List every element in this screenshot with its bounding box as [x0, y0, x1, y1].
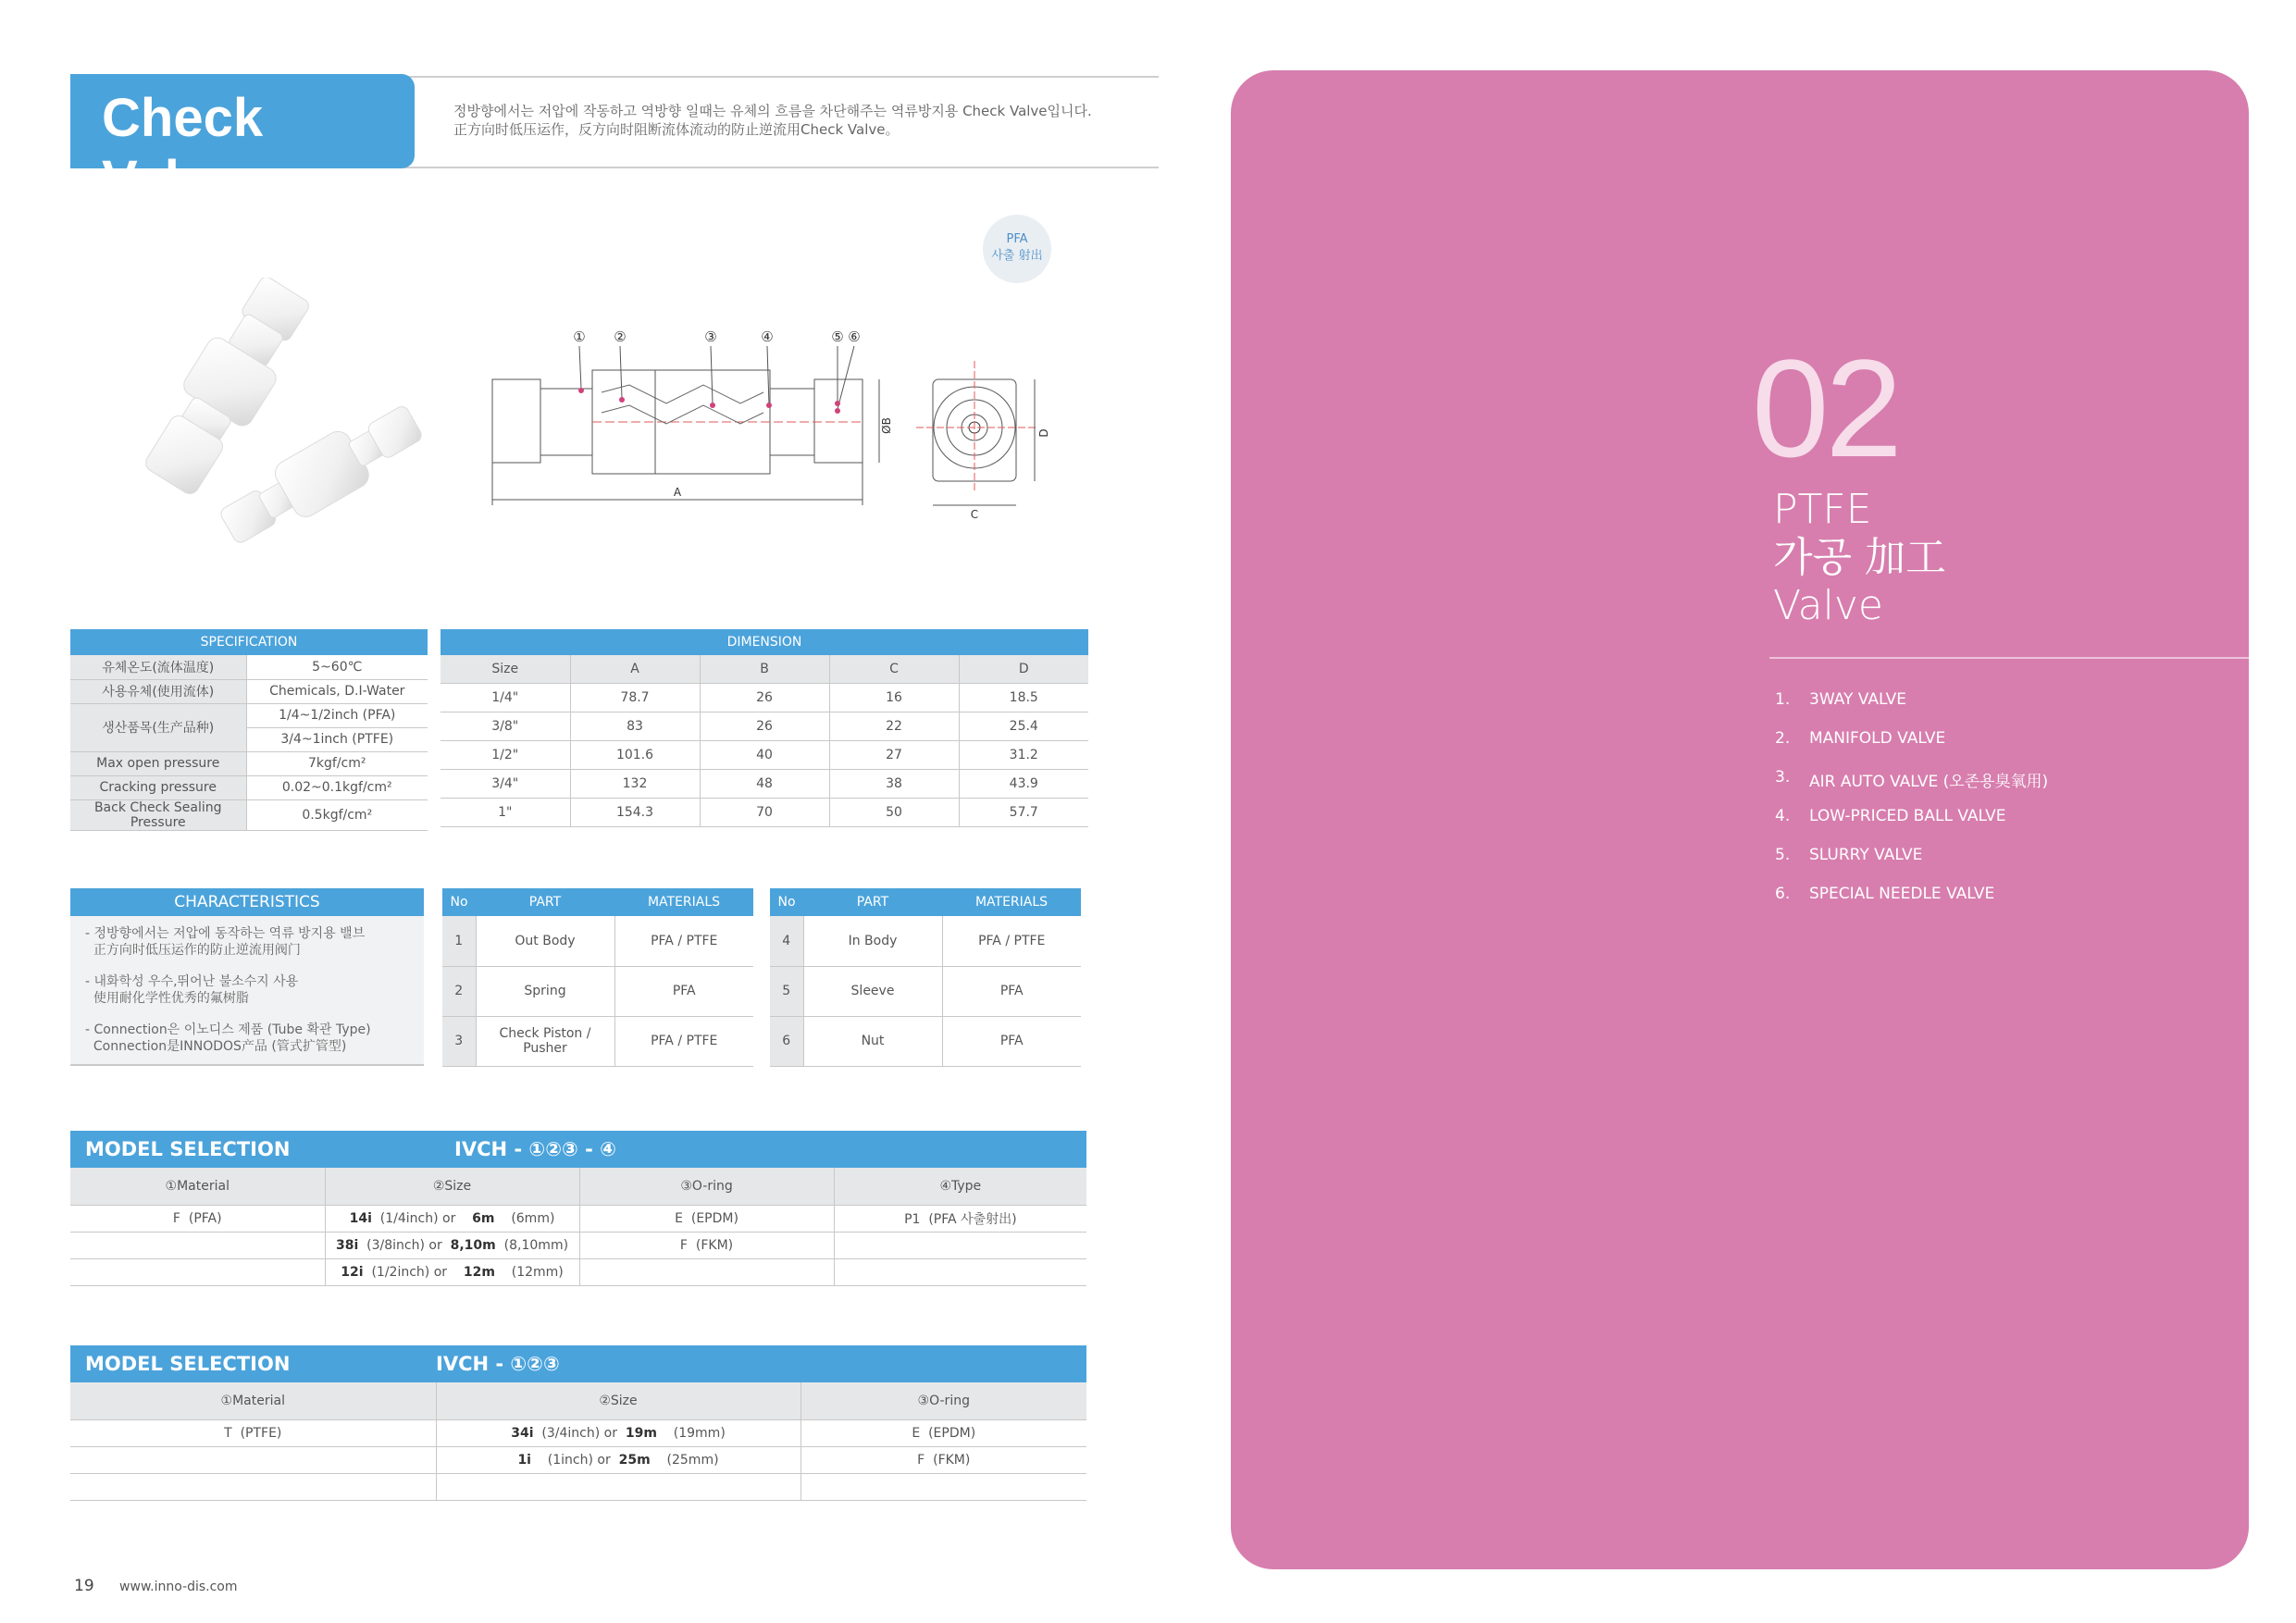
- dim-cell: 50: [829, 798, 959, 826]
- model-code-desc: (12mm): [511, 1264, 564, 1280]
- model-header: ③O-ring: [579, 1168, 834, 1205]
- model-code-value: 1i: [517, 1452, 531, 1468]
- part-no: 5: [770, 966, 803, 1016]
- characteristic-cn: 使用耐化学性优秀的氟树脂: [93, 991, 249, 1006]
- model-code-value: F: [172, 1210, 180, 1226]
- model-code-value: P1: [904, 1211, 921, 1227]
- table-row: [70, 1205, 1086, 1232]
- list-item-label: SLURRY VALVE: [1809, 846, 1923, 864]
- model-code: IVCH - ①②③ - ④: [447, 1131, 1086, 1168]
- dim-cell: 26: [700, 683, 829, 712]
- model-header: ②Size: [436, 1382, 800, 1419]
- table-row: [441, 740, 1088, 769]
- dim-cell: 1": [441, 798, 570, 826]
- technical-drawing: [481, 324, 1074, 523]
- part-material: PFA: [942, 966, 1081, 1016]
- dim-cell: 101.6: [570, 740, 700, 769]
- model-code-desc: (3/4inch) or: [541, 1425, 617, 1441]
- title-banner: [70, 74, 415, 210]
- model-code-value: 38i: [335, 1237, 359, 1253]
- model-code-value: F: [917, 1452, 925, 1468]
- model-code-value: 34i: [511, 1425, 534, 1441]
- spec-label: 유체온도(流体温度): [70, 655, 246, 679]
- part-material: PFA / PTFE: [614, 916, 753, 966]
- model-code-desc: (FKM): [933, 1452, 971, 1468]
- model-code-desc: (3/8inch) or: [366, 1237, 442, 1253]
- model-code-value: 12i: [341, 1264, 364, 1280]
- model-code-desc: (6mm): [511, 1210, 555, 1226]
- list-item-label: 3WAY VALVE: [1809, 690, 1906, 709]
- model-selection-title: MODEL SELECTION: [70, 1345, 436, 1382]
- dim-cell: 31.2: [959, 740, 1088, 769]
- dim-cell: 154.3: [570, 798, 700, 826]
- model-header: ①Material: [70, 1382, 436, 1419]
- model-code-value: T: [224, 1425, 232, 1441]
- spec-value: 0.02~0.1kgf/cm²: [246, 775, 428, 799]
- list-item-number: 5.: [1775, 846, 1791, 864]
- list-item[interactable]: [1775, 768, 2048, 807]
- model-code-desc: (8,10mm): [503, 1237, 569, 1253]
- list-item[interactable]: [1775, 807, 2048, 846]
- dim-cell: 16: [829, 683, 959, 712]
- spec-label: Back Check Sealing Pressure: [70, 799, 246, 830]
- parts-table-left: [442, 888, 753, 1067]
- dim-header: C: [829, 655, 959, 683]
- model-code-desc: (19mm): [673, 1425, 726, 1441]
- specification-table: [70, 629, 428, 831]
- table-row: [442, 966, 753, 1016]
- model-code: IVCH - ①②③: [436, 1345, 1086, 1382]
- dim-label-b: ØB: [880, 417, 893, 434]
- spec-value: Chemicals, D.I-Water: [246, 679, 428, 703]
- model-code-value: 12m: [463, 1264, 495, 1280]
- model-header: ②Size: [325, 1168, 579, 1205]
- section-title-line: Valve: [1773, 582, 1883, 629]
- model-code-desc: (PTFE): [240, 1425, 282, 1441]
- model-code-desc: (25mm): [666, 1452, 719, 1468]
- dim-cell: 70: [700, 798, 829, 826]
- spec-value: 7kgf/cm²: [246, 751, 428, 775]
- footer: [74, 1577, 238, 1595]
- dim-cell: 40: [700, 740, 829, 769]
- spec-title: SPECIFICATION: [70, 629, 428, 655]
- spec-label: 생산품목(生产品种): [70, 703, 246, 751]
- parts-table-right: [770, 888, 1081, 1067]
- characteristic-cn: Connection是INNODOS产品 (管式扩管型): [93, 1039, 347, 1054]
- table-row: [441, 683, 1088, 712]
- intro-kr: 정방향에서는 저압에 작동하고 역방향 일때는 유체의 흐름을 차단해주는 역류방지용 Check Valve입니다.: [453, 103, 1092, 119]
- list-item-number: 2.: [1775, 729, 1791, 748]
- dim-label-d: D: [1037, 428, 1050, 438]
- section-divider: [1769, 657, 2249, 659]
- list-item-label: LOW-PRICED BALL VALVE: [1809, 807, 2006, 825]
- section-panel: [1231, 70, 2249, 1569]
- section-title-line: PTFE: [1773, 486, 1872, 533]
- balloon-1: ①: [573, 328, 586, 345]
- characteristic-item: [85, 925, 424, 959]
- dim-header: A: [570, 655, 700, 683]
- list-item[interactable]: [1775, 846, 2048, 885]
- dim-cell: 3/4": [441, 769, 570, 798]
- balloon-3: ③: [704, 328, 717, 345]
- spec-value: 0.5kgf/cm²: [246, 799, 428, 830]
- list-item-number: 4.: [1775, 807, 1791, 825]
- dim-cell: 3/8": [441, 712, 570, 740]
- intro-cn: 正方向时低压运作，反方向时阻断流体流动的防止逆流用Check Valve。: [453, 121, 900, 138]
- parts-header: PART: [476, 888, 614, 916]
- model-code-value: E: [912, 1425, 921, 1441]
- part-material: PFA / PTFE: [614, 1016, 753, 1066]
- dim-cell: 22: [829, 712, 959, 740]
- model-code-value: 25m: [618, 1452, 651, 1468]
- dim-header: D: [959, 655, 1088, 683]
- table-row: [770, 1016, 1081, 1066]
- dim-header: B: [700, 655, 829, 683]
- characteristics-title: CHARACTERISTICS: [70, 888, 424, 916]
- model-code-value: E: [675, 1210, 683, 1226]
- characteristic-kr: - 정방향에서는 저압에 동작하는 역류 방지용 밸브: [85, 926, 366, 941]
- badge-line1: PFA: [1006, 232, 1028, 246]
- model-code-desc: (PFA 사출射出): [928, 1211, 1017, 1227]
- parts-header: MATERIALS: [942, 888, 1081, 916]
- dimension-table: [441, 629, 1088, 827]
- product-photo: [93, 278, 444, 555]
- dim-cell: 1/4": [441, 683, 570, 712]
- part-material: PFA: [942, 1016, 1081, 1066]
- model-header: ④Type: [834, 1168, 1086, 1205]
- dim-cell: 38: [829, 769, 959, 798]
- table-row: [441, 798, 1088, 826]
- list-item[interactable]: [1775, 729, 2048, 768]
- dimension-title: DIMENSION: [441, 629, 1088, 655]
- parts-header: PART: [803, 888, 942, 916]
- part-no: 1: [442, 916, 476, 966]
- model-code-value: 8,10m: [450, 1237, 496, 1253]
- model-header: ①Material: [70, 1168, 325, 1205]
- table-row: [70, 1446, 1086, 1473]
- model-code-value: 14i: [349, 1210, 372, 1226]
- list-item[interactable]: [1775, 690, 2048, 729]
- balloon-4: ④: [761, 328, 774, 345]
- table-row: [70, 1473, 1086, 1500]
- part-no: 4: [770, 916, 803, 966]
- spec-value: 3/4~1inch (PTFE): [246, 727, 428, 751]
- parts-header: No: [770, 888, 803, 916]
- page-number: 19: [74, 1577, 94, 1595]
- spec-label: Max open pressure: [70, 751, 246, 775]
- part-name: Sleeve: [803, 966, 942, 1016]
- characteristic-kr: - Connection은 이노디스 제품 (Tube 확관 Type): [85, 1022, 371, 1037]
- material-badge: [983, 215, 1051, 283]
- model-code-value: 6m: [472, 1210, 495, 1226]
- dim-cell: 43.9: [959, 769, 1088, 798]
- section-title-line: 가공 加工: [1773, 534, 1946, 581]
- part-name: Out Body: [476, 916, 614, 966]
- list-item-number: 6.: [1775, 885, 1791, 903]
- table-row: [70, 1258, 1086, 1285]
- parts-header: No: [442, 888, 476, 916]
- part-no: 3: [442, 1016, 476, 1066]
- balloon-2: ②: [614, 328, 627, 345]
- part-material: PFA / PTFE: [942, 916, 1081, 966]
- dim-cell: 78.7: [570, 683, 700, 712]
- dim-cell: 18.5: [959, 683, 1088, 712]
- part-name: Spring: [476, 966, 614, 1016]
- section-list: [1775, 690, 2048, 923]
- model-code-desc: (EPDM): [690, 1210, 738, 1226]
- dim-header: Size: [441, 655, 570, 683]
- spec-label: Cracking pressure: [70, 775, 246, 799]
- characteristic-kr: - 내화학성 우수,뛰어난 불소수지 사용: [85, 974, 299, 989]
- balloon-5: ⑤: [831, 328, 844, 345]
- list-item-label: AIR AUTO VALVE (오존용臭氧用): [1809, 773, 2049, 791]
- model-code-desc: (1/2inch) or: [371, 1264, 448, 1280]
- model-code-desc: (1inch) or: [547, 1452, 611, 1468]
- model-selection-table-2: [70, 1345, 1086, 1501]
- dim-cell: 48: [700, 769, 829, 798]
- badge-line2: 사출 射出: [991, 249, 1043, 263]
- model-code-desc: (FKM): [695, 1237, 734, 1253]
- table-row: [770, 966, 1081, 1016]
- model-code-desc: (EPDM): [928, 1425, 976, 1441]
- part-name: Nut: [803, 1016, 942, 1066]
- characteristic-item: [85, 1022, 424, 1055]
- table-row: [442, 1016, 753, 1066]
- dim-cell: 27: [829, 740, 959, 769]
- characteristic-cn: 正方向时低压运作的防止逆流用阀门: [93, 943, 301, 958]
- model-selection-title: MODEL SELECTION: [70, 1131, 447, 1168]
- page-title: Check Valve: [102, 88, 264, 210]
- part-no: 6: [770, 1016, 803, 1066]
- website-link[interactable]: www.inno-dis.com: [119, 1580, 238, 1594]
- parts-header: MATERIALS: [614, 888, 753, 916]
- characteristic-item: [85, 973, 424, 1007]
- section-title: [1773, 486, 1946, 630]
- table-row: [441, 769, 1088, 798]
- dim-cell: 132: [570, 769, 700, 798]
- section-number: 02: [1752, 330, 1899, 486]
- part-no: 2: [442, 966, 476, 1016]
- part-name: Check Piston / Pusher: [476, 1016, 614, 1066]
- table-row: [770, 916, 1081, 966]
- characteristics-body: [70, 916, 424, 1066]
- list-item-number: 1.: [1775, 690, 1791, 709]
- table-row: [441, 712, 1088, 740]
- spec-label: 사용유체(使用流体): [70, 679, 246, 703]
- dim-cell: 1/2": [441, 740, 570, 769]
- dim-label-a: A: [673, 486, 682, 499]
- model-selection-table-1: [70, 1131, 1086, 1286]
- list-item-label: MANIFOLD VALVE: [1809, 729, 1946, 748]
- model-code-desc: (PFA): [188, 1210, 222, 1226]
- table-row: [70, 1419, 1086, 1446]
- dim-cell: 83: [570, 712, 700, 740]
- table-row: [442, 916, 753, 966]
- model-header: ③O-ring: [800, 1382, 1086, 1419]
- list-item[interactable]: [1775, 885, 2048, 923]
- part-material: PFA: [614, 966, 753, 1016]
- list-item-number: 3.: [1775, 768, 1791, 787]
- spec-value: 5~60℃: [246, 655, 428, 679]
- intro-text: [453, 102, 1092, 139]
- spec-value: 1/4~1/2inch (PFA): [246, 703, 428, 727]
- dim-cell: 57.7: [959, 798, 1088, 826]
- model-code-value: 19m: [625, 1425, 657, 1441]
- model-code-desc: (1/4inch) or: [379, 1210, 456, 1226]
- model-code-value: F: [679, 1237, 688, 1253]
- dim-cell: 26: [700, 712, 829, 740]
- list-item-label: SPECIAL NEEDLE VALVE: [1809, 885, 1995, 903]
- table-row: [70, 1232, 1086, 1258]
- part-name: In Body: [803, 916, 942, 966]
- dim-cell: 25.4: [959, 712, 1088, 740]
- balloon-6: ⑥: [848, 328, 861, 345]
- dim-label-c: C: [970, 508, 979, 521]
